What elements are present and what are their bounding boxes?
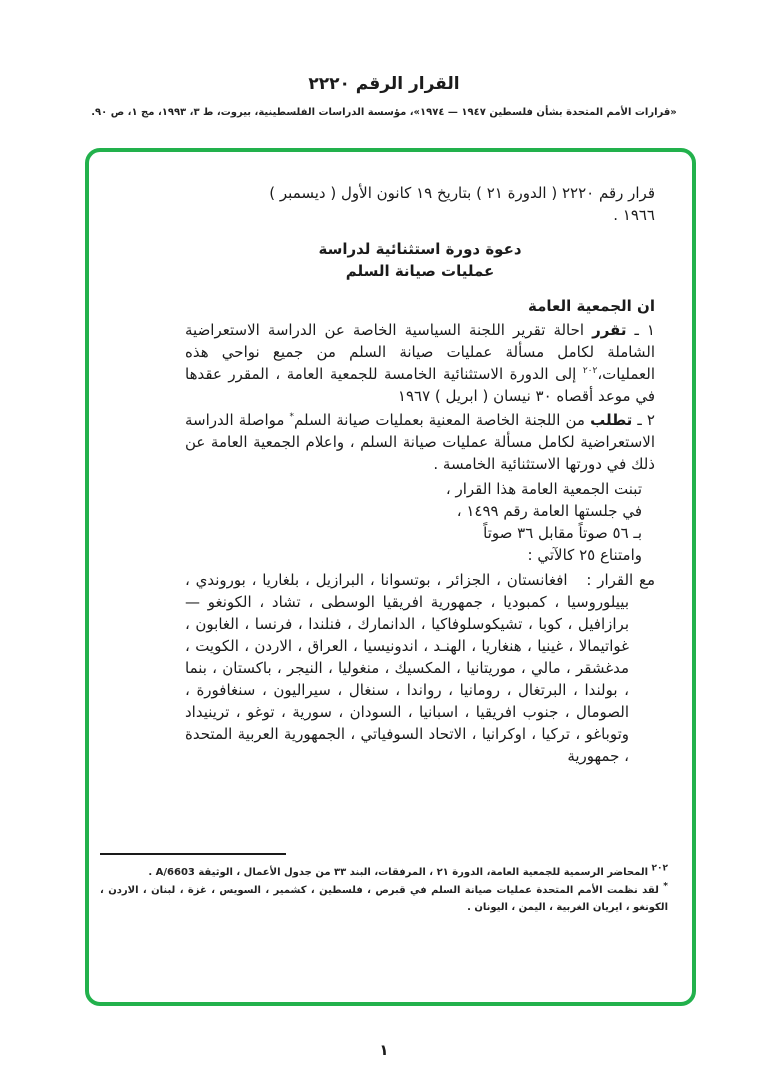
paragraph-1 — [185, 319, 655, 407]
resolution-subject-line1: دعوة دورة استثنائية لدراسة — [318, 240, 522, 258]
vote-for-countries: افغانستان ، الجزائر ، بوتسوانا ، البرازيل ، بلغاريا ، بوروندي ، بييلوروسيا ، كمبوديا ، جمهورية افريقيا الوسطى ، تشاد ، الكونغو — برازافيل ، كوبا ، تشيكوسلوفاكيا ، الدانمارك ، فنلندا ، فرنسا ، الغابون ، غواتيمالا ، غينيا ، هنغاريا ، الهنـد ، اندونيسيا ، العراق ، الاردن ، الكويت ، مدغشقر ، مالي ، موريتانيا ، المكسيك ، منغوليا ، النيجر ، باكستان ، بنما ، بولندا ، البرتغال ، رومانيا ، رواندا ، سنغال ، سيراليون ، سنغافورة ، الصومال ، جنوب افريقيا ، اسبانيا ، السودان ، سورية ، توغو ، ترينيداد وتوباغو ، تركيا ، اوكرانيا ، الاتحاد السوفياتي ، الجمهورية العربية المتحدة ، جمهورية — [185, 571, 629, 765]
footnote-asterisk-text: لقد نظمت الأمم المتحدة عمليات صيانة السلم في قبرص ، فلسطين ، كشمير ، السويس ، غزة ، لبنان ، الاردن ، الكونغو ، ايريان الغربية ، اليمن ، اليونان . — [100, 885, 668, 913]
resolution-body — [185, 182, 655, 767]
source-citation: «قرارات الأمم المتحدة بشأن فلسطين ١٩٤٧ — ١٩٧٤»، مؤسسة الدراسات الفلسطينية، بيروت، ط ٣، ١٩٩٣، مج ١، ص ٩٠. — [91, 107, 677, 118]
preamble-opening: ان الجمعية العامة — [528, 297, 655, 315]
adoption-block — [185, 478, 655, 566]
resolution-title — [185, 182, 655, 226]
adoption-line-4: وامتناع ٢٥ كالآتي : — [527, 546, 642, 564]
footnote-ref-asterisk-marker: * — [289, 412, 295, 422]
paragraph-2-keyword: تطلب — [590, 411, 633, 429]
vote-for-paragraph — [185, 569, 655, 767]
paragraph-2-text: من اللجنة الخاصة المعنية بعمليات صيانة السلم — [294, 411, 585, 429]
resolution-title-line2: ١٩٦٦ . — [613, 206, 655, 224]
paragraph-2-number: ٢ ـ — [637, 411, 655, 429]
adoption-line-1: تبنت الجمعية العامة هذا القرار ، — [445, 480, 642, 498]
footnote-ref-202-marker: ٢٠٢ — [582, 366, 598, 376]
document-heading: القرار الرقم ٢٢٢٠ — [308, 74, 460, 94]
adoption-line-3: بـ ٥٦ صوتاً مقابل ٣٦ صوتاً — [483, 524, 642, 542]
paragraph-1-number: ١ ـ — [634, 321, 655, 339]
footnote-202 — [100, 864, 668, 881]
content-frame — [85, 148, 696, 1006]
footnote-separator — [100, 853, 286, 855]
page-number: ١ — [379, 1041, 389, 1059]
vote-for-label: مع القرار : — [586, 571, 656, 589]
paragraph-1-keyword: تقرر — [592, 321, 627, 339]
resolution-title-line1: قرار رقم ٢٢٢٠ ( الدورة ٢١ ) بتاريخ ١٩ كانون الأول ( ديسمبر ) — [269, 184, 655, 202]
paragraph-1-text: احالة تقرير اللجنة السياسية الخاصة عن الدراسة الاستعراضية الشاملة لكامل مسألة عمليات صيانة السلم من جميع نواحي هذه العمليات، — [185, 321, 655, 383]
footnote-202-text: المحاضر الرسمية للجمعية العامة، الدورة ٢١ ، المرفقات، البند ٣٣ من جدول الأعمال ، الوثيقة A/6603 . — [148, 867, 649, 878]
resolution-subject — [185, 238, 655, 282]
paragraph-2 — [185, 409, 655, 475]
footnotes-section — [100, 853, 668, 916]
adoption-line-2: في جلستها العامة رقم ١٤٩٩ ، — [456, 502, 642, 520]
footnote-asterisk — [100, 882, 668, 916]
footnote-202-number: ٢٠٢ — [651, 863, 668, 874]
resolution-subject-line2: عمليات صيانة السلم — [345, 262, 495, 280]
page-header — [0, 74, 768, 118]
paragraph-2-text-continued: مواصلة الدراسة الاستعراضية لكامل مسألة عمليات صيانة السلم ، واعلام الجمعية العامة عن ذلك في دورتها الاستثنائية الخامسة . — [185, 411, 655, 473]
paragraph-1-text-continued: إلى الدورة الاستثنائية الخامسة للجمعية العامة ، المقرر عقدها في موعد أقصاه ٣٠ نيسان ( ابريل ) ١٩٦٧ — [185, 365, 655, 405]
footnote-asterisk-number: * — [663, 881, 668, 892]
